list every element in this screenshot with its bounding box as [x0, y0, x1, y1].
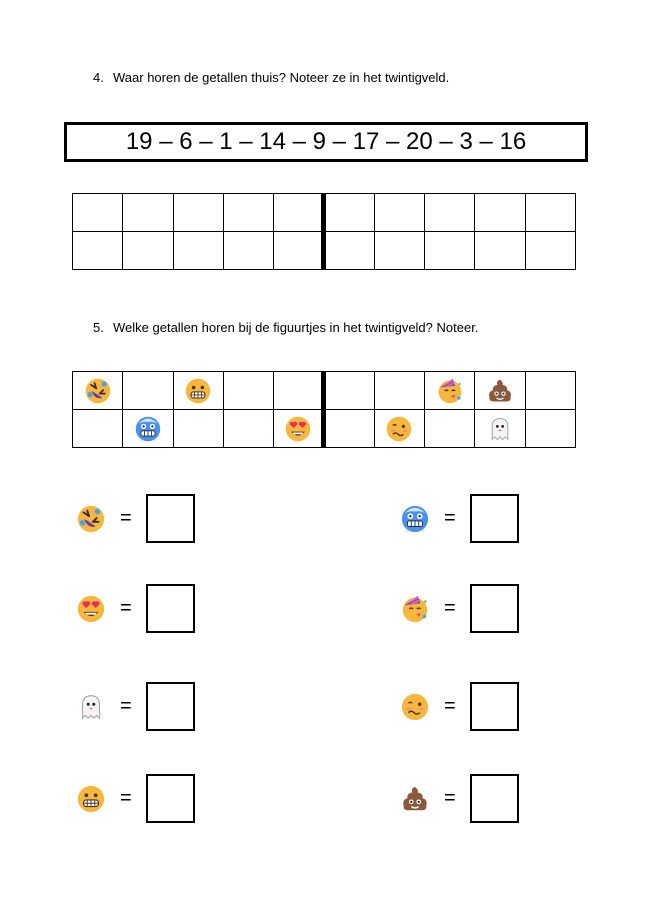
cold-face-emoji-icon [134, 415, 162, 443]
grid-cell [425, 410, 475, 448]
grid-cell[interactable] [173, 194, 223, 232]
answer-pair-party [400, 584, 519, 633]
answer-pair-ghost [76, 682, 195, 731]
exercise-4-text: Waar horen de getallen thuis? Noteer ze in het twintigveld. [113, 70, 450, 85]
heart-eyes-emoji-icon [76, 594, 106, 624]
woozy-emoji-icon [400, 692, 430, 722]
grid-cell [73, 410, 123, 448]
twenty-frame-empty [72, 193, 576, 270]
emoji-frame-row-2 [73, 410, 576, 448]
woozy-emoji-icon [385, 415, 413, 443]
grimacing-emoji-icon [184, 377, 212, 405]
grid-cell[interactable] [525, 232, 575, 270]
grid-cell [223, 372, 273, 410]
grid-cell [123, 372, 173, 410]
grid-cell [73, 372, 123, 410]
answer-box[interactable] [146, 682, 195, 731]
grid-cell[interactable] [425, 232, 475, 270]
party-emoji-icon [436, 377, 464, 405]
grid-cell[interactable] [223, 232, 273, 270]
equals-sign: = [444, 695, 456, 717]
cold-face-emoji-icon [400, 504, 430, 534]
grid-cell [525, 410, 575, 448]
equals-sign: = [120, 507, 132, 529]
grid-cell [324, 372, 374, 410]
grid-cell [475, 372, 525, 410]
exercise-4-instruction [93, 70, 449, 85]
answer-box[interactable] [470, 494, 519, 543]
answer-pair-woozy [400, 682, 519, 731]
grid-cell[interactable] [475, 232, 525, 270]
equals-sign: = [120, 787, 132, 809]
grid-cell [475, 410, 525, 448]
answer-box[interactable] [146, 774, 195, 823]
answer-pair-rofl [76, 494, 195, 543]
equals-sign: = [120, 597, 132, 619]
exercise-4-number: 4. [93, 70, 104, 85]
grid-cell [123, 410, 173, 448]
party-emoji-icon [400, 594, 430, 624]
grid-cell[interactable] [475, 194, 525, 232]
answer-pair-poop [400, 774, 519, 823]
equals-sign: = [444, 787, 456, 809]
rofl-emoji-icon [84, 377, 112, 405]
answer-box[interactable] [146, 494, 195, 543]
equals-sign: = [120, 695, 132, 717]
grid-cell [374, 372, 424, 410]
answer-pair-cold-face [400, 494, 519, 543]
grid-cell[interactable] [324, 232, 374, 270]
ghost-emoji-icon [76, 692, 106, 722]
grid-cell[interactable] [223, 194, 273, 232]
answer-pair-heart-eyes [76, 584, 195, 633]
grid-cell [324, 410, 374, 448]
grid-cell [525, 372, 575, 410]
emoji-frame-row-1 [73, 372, 576, 410]
answer-box[interactable] [146, 584, 195, 633]
grid-cell[interactable] [73, 232, 123, 270]
twenty-frame-emojis [72, 371, 576, 448]
grid-cell[interactable] [123, 232, 173, 270]
ghost-emoji-icon [486, 415, 514, 443]
grid-cell[interactable] [274, 194, 324, 232]
heart-eyes-emoji-icon [284, 415, 312, 443]
grid-cell[interactable] [173, 232, 223, 270]
answer-box[interactable] [470, 682, 519, 731]
grid-cell[interactable] [123, 194, 173, 232]
number-sequence-box: 19 – 6 – 1 – 14 – 9 – 17 – 20 – 3 – 16 [64, 122, 588, 162]
exercise-5-instruction [93, 320, 478, 335]
grid-cell[interactable] [274, 232, 324, 270]
rofl-emoji-icon [76, 504, 106, 534]
answer-box[interactable] [470, 584, 519, 633]
twenty-frame-row-2 [73, 232, 576, 270]
exercise-5-text: Welke getallen horen bij de figuurtjes in het twintigveld? Noteer. [113, 320, 479, 335]
grid-cell[interactable] [425, 194, 475, 232]
grid-cell [274, 410, 324, 448]
grid-cell[interactable] [374, 232, 424, 270]
grid-cell [374, 410, 424, 448]
grid-cell [223, 410, 273, 448]
poop-emoji-icon [486, 377, 514, 405]
grid-cell[interactable] [525, 194, 575, 232]
poop-emoji-icon [400, 784, 430, 814]
answer-pair-grimacing [76, 774, 195, 823]
grid-cell [173, 410, 223, 448]
grid-cell [173, 372, 223, 410]
grid-cell [425, 372, 475, 410]
grid-cell[interactable] [324, 194, 374, 232]
equals-sign: = [444, 597, 456, 619]
grimacing-emoji-icon [76, 784, 106, 814]
twenty-frame-row-1 [73, 194, 576, 232]
grid-cell[interactable] [73, 194, 123, 232]
equals-sign: = [444, 507, 456, 529]
exercise-5-number: 5. [93, 320, 104, 335]
grid-cell [274, 372, 324, 410]
answer-box[interactable] [470, 774, 519, 823]
grid-cell[interactable] [374, 194, 424, 232]
